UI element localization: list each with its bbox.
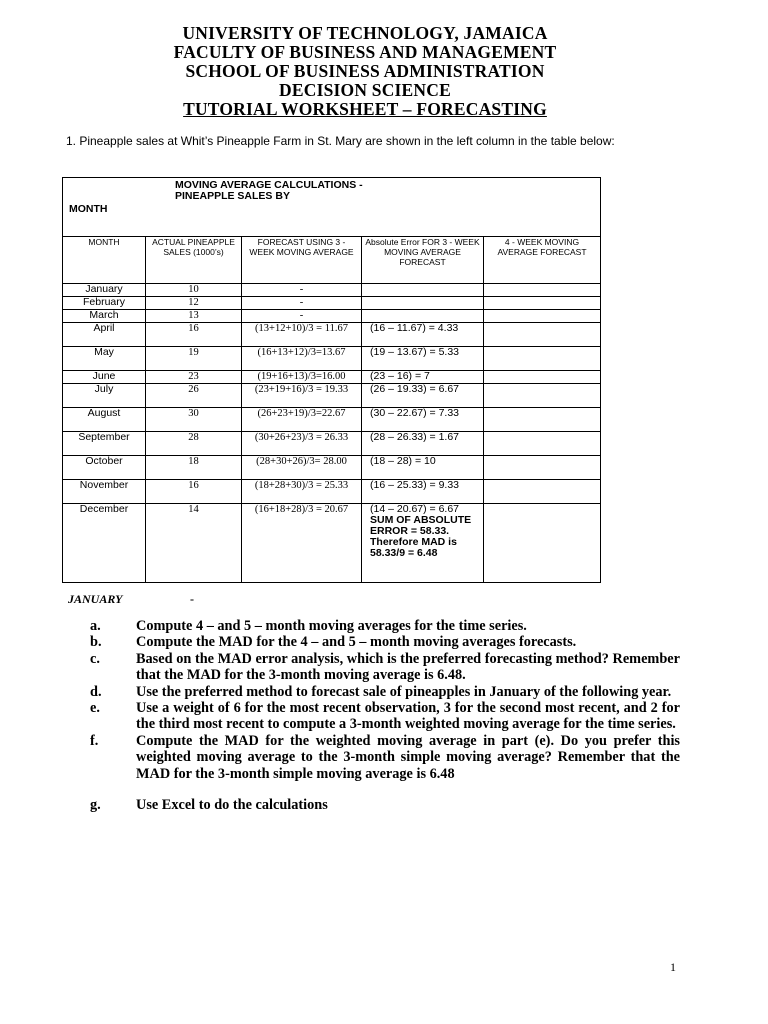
table-row: October 18 (28+30+26)/3= 28.00 (18 – 28) = 10: [63, 456, 601, 480]
question-item: a. Compute 4 – and 5 – month moving averages for the time series.: [90, 618, 527, 634]
sum-of-absolute-error: SUM OF ABSOLUTE ERROR = 58.33. Therefore MAD is 58.33/9 = 6.48: [370, 514, 472, 559]
column-header: 4 - WEEK MOVING AVERAGE FORECAST: [484, 237, 601, 284]
question-list: [90, 618, 680, 813]
table-row: September 28 (30+26+23)/3 = 26.33 (28 – 26.33) = 1.67: [63, 432, 601, 456]
table-title: MOVING AVERAGE CALCULATIONS - PINEAPPLE SALES BY: [175, 179, 363, 202]
column-header: ACTUAL PINEAPPLE SALES (1000’s): [146, 237, 242, 284]
column-header: MONTH: [63, 237, 146, 284]
moving-average-table: [62, 177, 601, 583]
table-row: January 10 -: [63, 284, 601, 297]
document-header: [0, 24, 730, 119]
column-header: FORECAST USING 3 - WEEK MOVING AVERAGE: [242, 237, 362, 284]
month-label: MONTH: [69, 203, 108, 215]
worksheet-title: TUTORIAL WORKSHEET – FORECASTING: [183, 99, 547, 119]
table-row: August 30 (26+23+19)/3=22.67 (30 – 22.67) = 7.33: [63, 408, 601, 432]
header-line: FACULTY OF BUSINESS AND MANAGEMENT: [173, 42, 557, 62]
table-row: March 13 -: [63, 310, 601, 323]
table-row: December 14 (16+18+28)/3 = 20.67 (14 – 20.67) = 6.67 SUM OF ABSOLUTE ERROR = 58.33. Therefore MAD is 58.33/9 = 6.48: [63, 504, 601, 583]
question-item: b. Compute the MAD for the 4 – and 5 – month moving averages forecasts.: [90, 634, 577, 651]
header-line: SCHOOL OF BUSINESS ADMINISTRATION: [185, 61, 545, 81]
table-row: July 26 (23+19+16)/3 = 19.33 (26 – 19.33) = 6.67: [63, 384, 601, 408]
table-row: April 16 (13+12+10)/3 = 11.67 (16 – 11.67) = 4.33: [63, 323, 601, 347]
column-header: Absolute Error FOR 3 - WEEK MOVING AVERAGE FORECAST: [362, 237, 484, 284]
question-intro: 1. Pineapple sales at Whit’s Pineapple Farm in St. Mary are shown in the left column in the table below:: [66, 134, 615, 148]
question-item: d. Use the preferred method to forecast sale of pineapples in January of the following year.: [90, 683, 672, 700]
header-line: DECISION SCIENCE: [279, 80, 451, 100]
page-number: 1: [670, 960, 676, 974]
table-row: June 23 (19+16+13)/3=16.00 (23 – 16) = 7: [63, 371, 601, 384]
table-title-cell: [63, 178, 601, 237]
table-row: May 19 (16+13+12)/3=13.67 (19 – 13.67) = 5.33: [63, 347, 601, 371]
header-line: UNIVERSITY OF TECHNOLOGY, JAMAICA: [182, 23, 548, 43]
table-row: November 16 (18+28+30)/3 = 25.33 (16 – 25.33) = 9.33: [63, 480, 601, 504]
question-item: e. Use a weight of 6 for the most recent observation, 3 for the second most recent, and 2 for the third most recent to compute a 3-month weighted moving average for the time series.: [90, 700, 680, 733]
question-item: c. Based on the MAD error analysis, which is the preferred forecasting method? Remember that the MAD for the 3-month moving average is 6.48.: [90, 650, 680, 684]
table-header-row: [63, 237, 601, 284]
question-item: g. Use Excel to do the calculations: [90, 797, 328, 814]
question-item: f. Compute the MAD for the weighted moving average in part (e). Do you prefer this weighted moving average to the 3-month simple moving average? Remember that the MAD for the 3-month simple moving average is 6.48: [90, 732, 680, 782]
table-row: February 12 -: [63, 297, 601, 310]
december-error: (14 – 20.67) = 6.67: [370, 503, 460, 515]
january-dash: -: [190, 592, 194, 606]
january-label: JANUARY: [68, 592, 123, 606]
